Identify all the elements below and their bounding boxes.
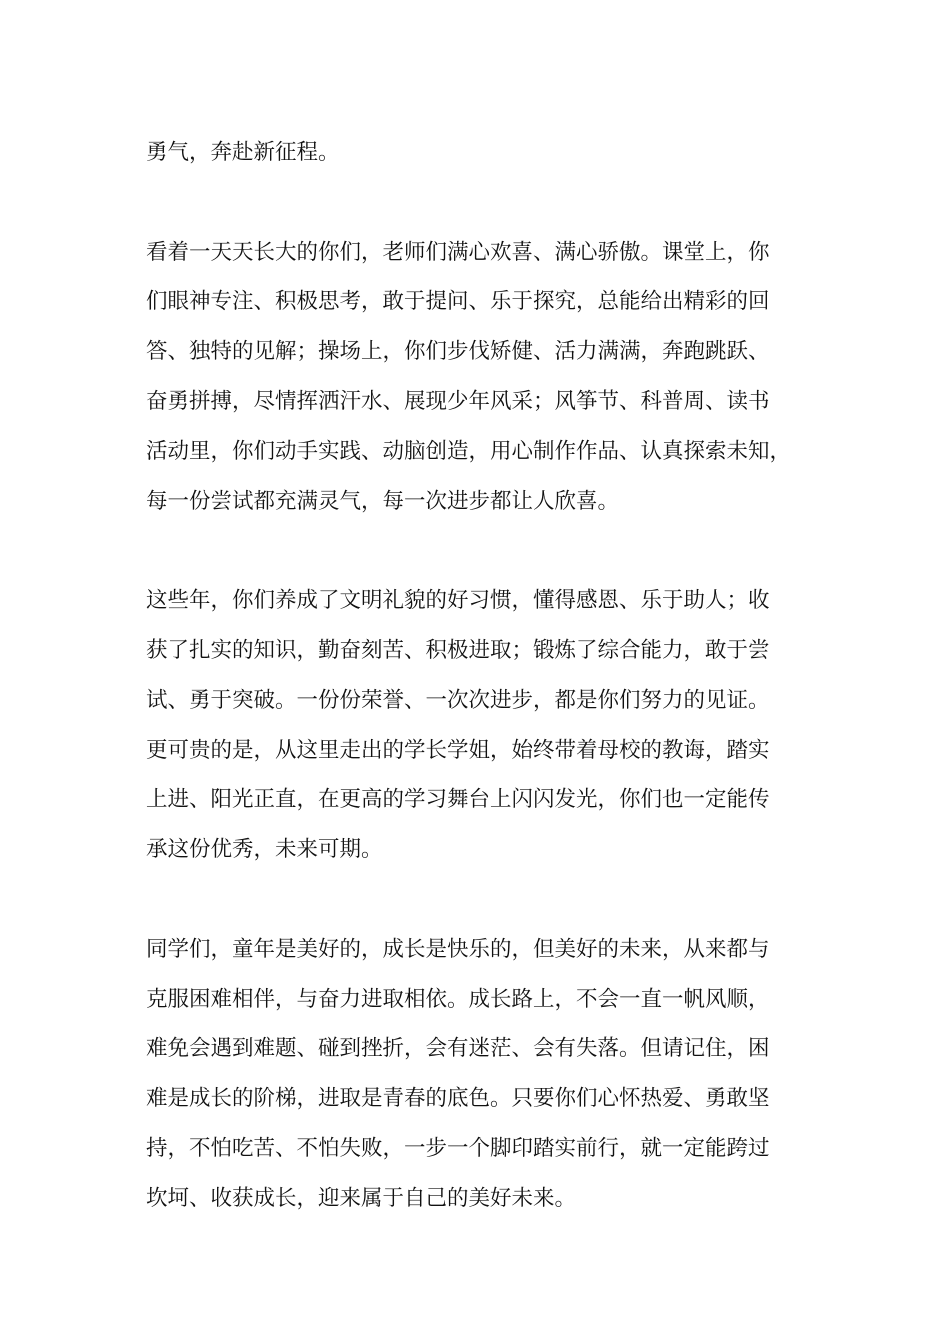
text-line: 承这份优秀，未来可期。 bbox=[146, 837, 383, 863]
text-line: 难免会遇到难题、碰到挫折，会有迷茫、会有失落。但请记住，困 bbox=[146, 1036, 770, 1062]
paragraph-4 bbox=[146, 925, 826, 1224]
paragraph-3 bbox=[146, 576, 826, 875]
paragraph-gap bbox=[146, 526, 826, 576]
text-line: 获了扎实的知识，勤奋刻苦、积极进取；锻炼了综合能力，敢于尝 bbox=[146, 637, 770, 663]
text-line: 奋勇拼搏，尽情挥洒汗水、展现少年风采；风筝节、科普周、读书 bbox=[146, 388, 770, 414]
text-line: 这些年，你们养成了文明礼貌的好习惯，懂得感恩、乐于助人；收 bbox=[146, 588, 770, 614]
text-line: 活动里，你们动手实践、动脑创造，用心制作作品、认真探索未知， bbox=[146, 438, 792, 464]
text-line: 答、独特的见解；操场上，你们步伐矫健、活力满满，奔跑跳跃、 bbox=[146, 339, 770, 365]
paragraph-gap bbox=[146, 178, 826, 228]
text-line: 坎坷、收获成长，迎来属于自己的美好未来。 bbox=[146, 1185, 577, 1211]
text-line: 看着一天天长大的你们，老师们满心欢喜、满心骄傲。课堂上，你 bbox=[146, 239, 770, 265]
text-line: 试、勇于突破。一份份荣誉、一次次进步，都是你们努力的见证。 bbox=[146, 687, 770, 713]
text-line: 们眼神专注、积极思考，敢于提问、乐于探究，总能给出精彩的回 bbox=[146, 289, 770, 315]
text-line: 难是成长的阶梯，进取是青春的底色。只要你们心怀热爱、勇敢坚 bbox=[146, 1086, 770, 1112]
text-line: 上进、阳光正直，在更高的学习舞台上闪闪发光，你们也一定能传 bbox=[146, 787, 770, 813]
paragraph-2 bbox=[146, 228, 826, 527]
text-line: 克服困难相伴，与奋力进取相依。成长路上，不会一直一帆风顺， bbox=[146, 986, 770, 1012]
text-line: 每一份尝试都充满灵气，每一次进步都让人欣喜。 bbox=[146, 488, 620, 514]
text-line: 同学们，童年是美好的，成长是快乐的，但美好的未来，从来都与 bbox=[146, 936, 770, 962]
paragraph-gap bbox=[146, 875, 826, 925]
paragraph-1 bbox=[146, 128, 826, 178]
document-body bbox=[146, 128, 826, 1224]
text-line: 更可贵的是，从这里走出的学长学姐，始终带着母校的教诲，踏实 bbox=[146, 737, 770, 763]
text-line: 勇气，奔赴新征程。 bbox=[146, 140, 340, 165]
text-line: 持，不怕吃苦、不怕失败，一步一个脚印踏实前行，就一定能跨过 bbox=[146, 1135, 770, 1161]
